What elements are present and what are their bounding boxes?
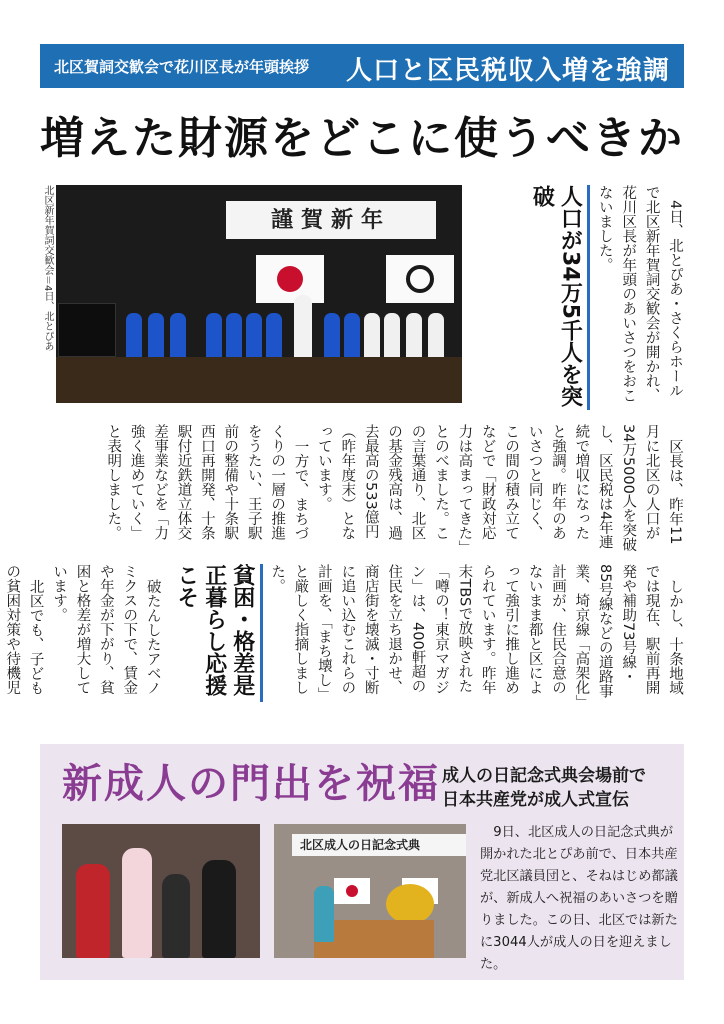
subheading-poverty: 貧困・格差是正暮らし応援こそ bbox=[172, 564, 263, 702]
singer bbox=[406, 313, 422, 359]
section-subtitle bbox=[442, 764, 646, 812]
ceremony-stage-photo bbox=[274, 824, 466, 958]
ceremony-banner: 北区成人の日記念式典 bbox=[292, 834, 466, 856]
article-column-top bbox=[468, 185, 686, 410]
singer bbox=[364, 313, 380, 359]
japan-flag-icon bbox=[334, 878, 370, 904]
person-kimono bbox=[76, 864, 110, 958]
section-subtitle-line-1: 成人の日記念式典会場前で bbox=[442, 766, 646, 786]
section-subtitle-line-2: 日本共産党が成人式宣伝 bbox=[442, 790, 629, 810]
article-column-middle bbox=[56, 424, 686, 552]
singer bbox=[266, 313, 282, 359]
singer bbox=[148, 313, 164, 359]
banner-main-title: 人口と区民税収入増を強調 bbox=[345, 56, 670, 86]
singer bbox=[324, 313, 340, 359]
article-column-bottom bbox=[4, 564, 686, 702]
japan-flag-icon bbox=[256, 255, 324, 303]
photo-caption: 北区新年賀詞交歓会＝4日、北とぴあ bbox=[42, 185, 53, 352]
page-headline: 増えた財源をどこに使うべきか bbox=[40, 113, 684, 164]
section-body-text: 9日、北区成人の日記念式典が開かれた北とぴあ前で、日本共産党北区議員団と、そねはじめ都議が、新成人へ祝福のあいさつを贈りました。この日、北区では新たに3044人が成人の日を迎えました。 bbox=[480, 825, 678, 972]
singer bbox=[126, 313, 142, 359]
conductor bbox=[294, 295, 312, 359]
article-paragraph-4: しかし、十条地域では現在、駅前再開発や補助73号線・85号線などの道路事業、埼京線「高架化」計画が、住民合意のないまま都と区によって強引に推し進められています。昨年末TBSで放映された「噂の！東京マガジン」は、400軒超の住民を立ち退かせ、商店街を壊滅・寸断に追い込むこれらの計画を、「まち壊し」と厳しく指摘しました。 bbox=[269, 564, 683, 702]
top-banner bbox=[40, 44, 684, 88]
ward-flag-icon bbox=[386, 255, 454, 303]
article-paragraph-2: 区長は、昨年11月に北区の人口が34万5000人を突破し、区民税は4年連続で増収になったと強調。昨年のあいさつと同じく、この間の積み立てなどで「財政対応力は高まってきた」とのべました。この言葉通り、北区の基金残高は、過去最高の533億円（昨年度末）となっています。 bbox=[315, 424, 683, 552]
banner-subtitle: 北区賀詞交歓会で花川区長が年頭挨拶 bbox=[54, 58, 310, 76]
person-kimono bbox=[314, 886, 334, 942]
person-coat bbox=[202, 860, 236, 958]
article-paragraph-3: 一方で、まちづくりの一層の推進をうたい、王子駅前の整備や十条駅西口再開発、十条駅付近鉄道立体交差事業などを「力強く進めていく」と表明しました。 bbox=[105, 424, 309, 540]
article-paragraph-1: 4日、北とぴあ・さくらホールで北区新年賀詞交歓会が開かれ、花川区長が年頭のあいさつをおこないました。 bbox=[596, 185, 683, 403]
singer bbox=[226, 313, 242, 359]
singer bbox=[170, 313, 186, 359]
singer bbox=[428, 313, 444, 359]
new-adults-photo bbox=[62, 824, 260, 958]
article-paragraph-6: 北区でも、子どもの貧困対策や待機児 bbox=[4, 564, 44, 695]
flower-arrangement bbox=[386, 884, 434, 924]
coming-of-age-section bbox=[40, 744, 684, 980]
singer bbox=[384, 313, 400, 359]
singer bbox=[206, 313, 222, 359]
person-kimono bbox=[122, 848, 152, 958]
subheading-population: 人口が34万5千人を突破 bbox=[527, 185, 590, 410]
stage-floor bbox=[56, 357, 462, 403]
person-coat bbox=[162, 874, 190, 958]
singer bbox=[246, 313, 262, 359]
piano bbox=[58, 303, 116, 357]
article-paragraph-5: 破たんしたアベノミクスの下で、賃金や年金が下がり、貧困と格差が増大しています。 bbox=[51, 564, 161, 695]
section-title: 新成人の門出を祝福 bbox=[62, 760, 440, 807]
singer bbox=[344, 313, 360, 359]
new-year-reception-photo bbox=[56, 185, 462, 403]
stage-sign: 謹賀新年 bbox=[226, 201, 436, 239]
